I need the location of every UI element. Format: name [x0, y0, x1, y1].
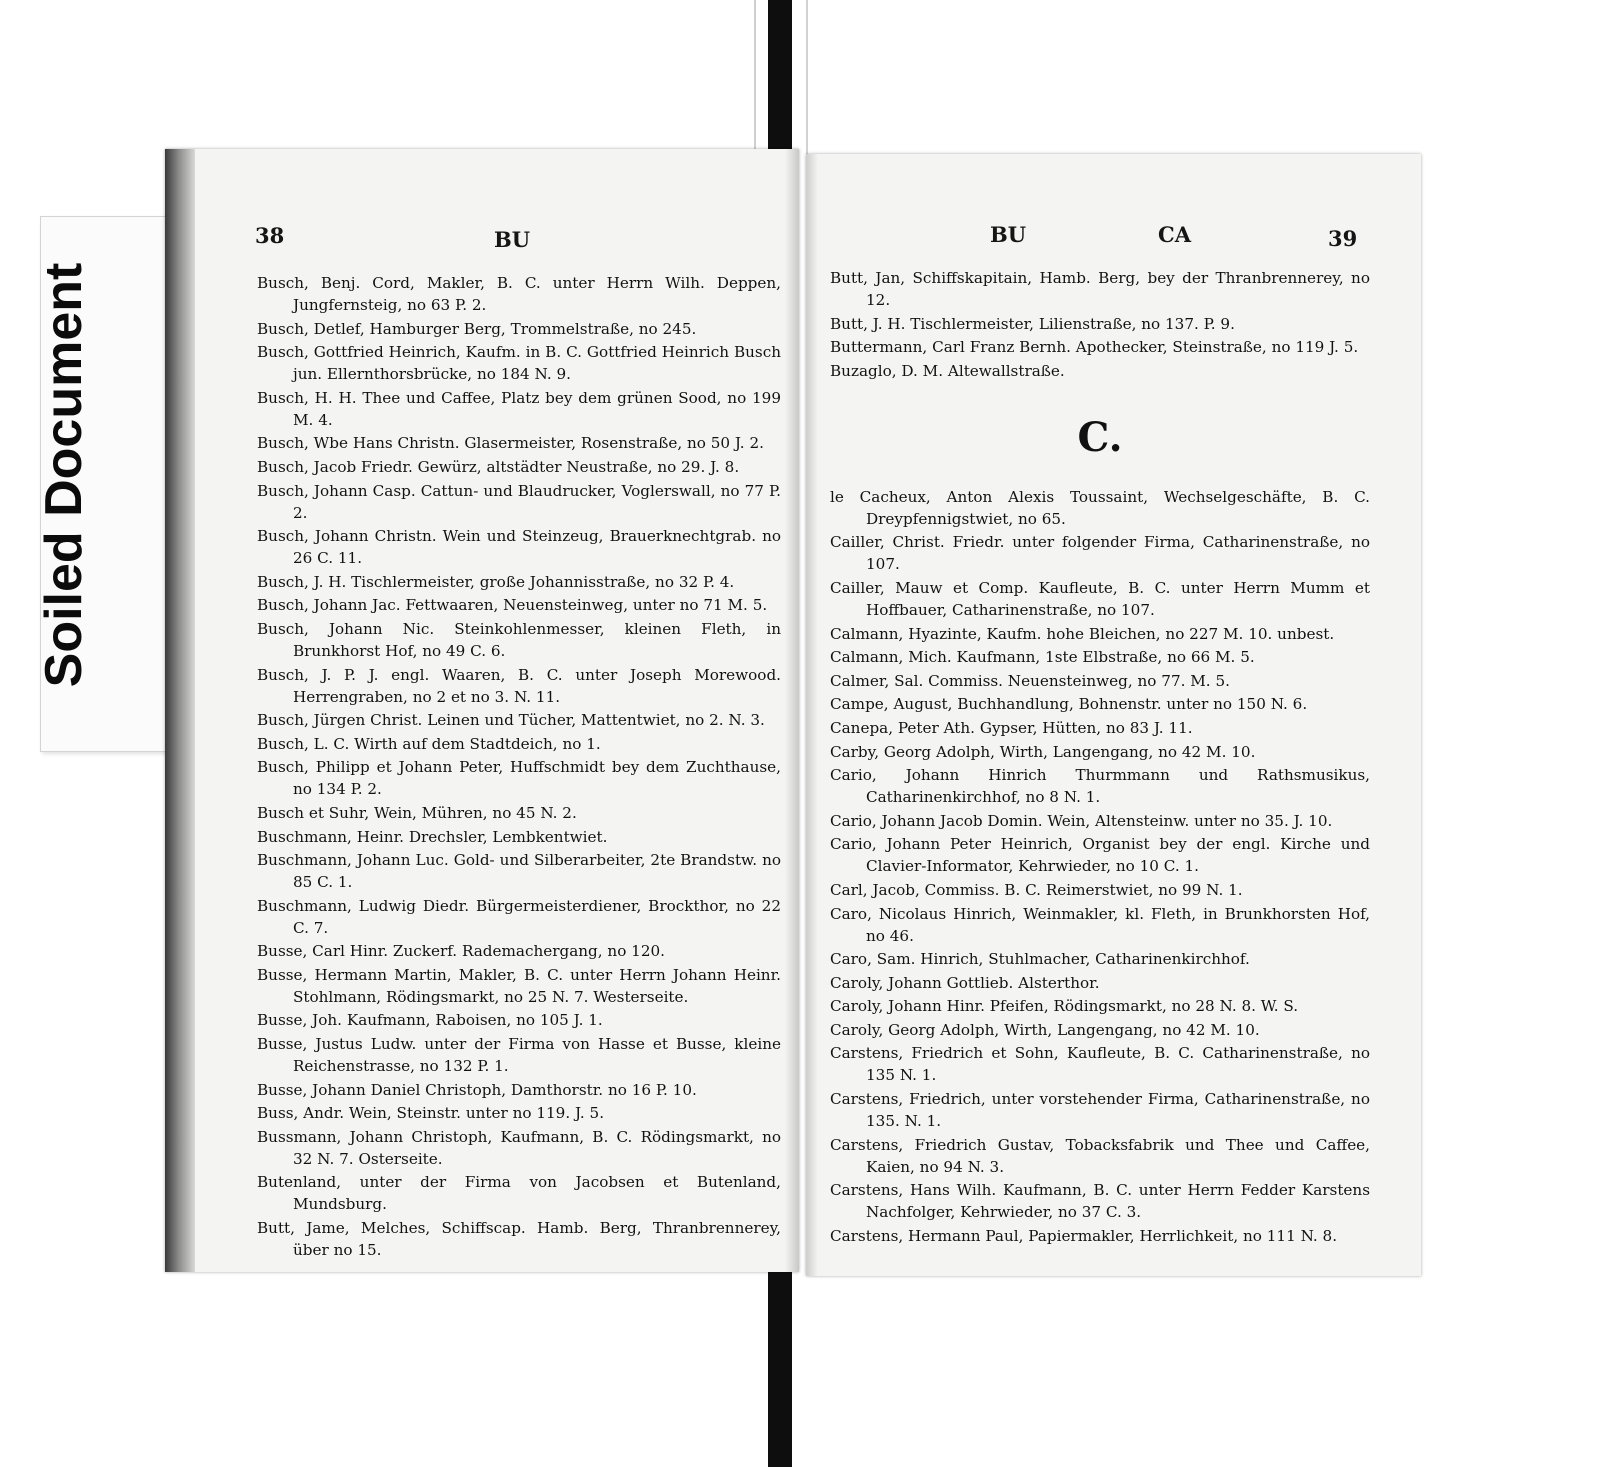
directory-entry: Carstens, Hermann Paul, Papiermakler, Herrlichkeit, no 111 N. 8.	[830, 1226, 1338, 1245]
directory-entry: Busse, Carl Hinr. Zuckerf. Rademachergang, no 120.	[257, 942, 665, 961]
directory-entry: Calmer, Sal. Commiss. Neuensteinweg, no 77. M. 5.	[830, 671, 1230, 690]
binding-edge-left	[754, 0, 756, 150]
directory-entry: Canepa, Peter Ath. Gypser, Hütten, no 83 J. 11.	[830, 718, 1193, 737]
directory-entry: Busch, Johann Nic. Steinkohlenmesser, kleinen Fleth, in Brunkhorst Hof, no 49 C. 6.	[257, 619, 781, 660]
directory-entry: Caro, Nicolaus Hinrich, Weinmakler, kl. Fleth, in Brunkhorsten Hof, no 46.	[830, 904, 1370, 945]
directory-entry: Campe, August, Buchhandlung, Bohnenstr. unter no 150 N. 6.	[830, 695, 1308, 714]
right-page-number: 39	[1328, 226, 1358, 251]
directory-entry: Busch, J. H. Tischlermeister, große Johannisstraße, no 32 P. 4.	[257, 572, 735, 591]
directory-entry: Caroly, Georg Adolph, Wirth, Langengang, no 42 M. 10.	[830, 1020, 1260, 1039]
right-page-bu-entries	[830, 267, 1370, 382]
directory-entry: Buttermann, Carl Franz Bernh. Apothecker, Steinstraße, no 119 J. 5.	[830, 338, 1359, 357]
directory-entry: Cario, Johann Jacob Domin. Wein, Altensteinw. unter no 35. J. 10.	[830, 811, 1333, 830]
directory-entry: Busch, Benj. Cord, Makler, B. C. unter Herrn Wilh. Deppen, Jungfernsteig, no 63 P. 2.	[257, 274, 781, 314]
right-page-gutter-shadow	[806, 154, 818, 1276]
directory-entry: Busch, Johann Jac. Fettwaaren, Neuensteinweg, unter no 71 M. 5.	[257, 596, 768, 615]
directory-entry: Buschmann, Ludwig Diedr. Bürgermeisterdiener, Brockthor, no 22 C. 7.	[257, 896, 781, 937]
left-page-entry-list	[257, 272, 781, 1263]
binding-edge-right	[806, 0, 808, 155]
directory-entry: Butt, J. H. Tischlermeister, Lilienstraße, no 137. P. 9.	[830, 314, 1235, 333]
directory-entry: Busse, Johann Daniel Christoph, Damthorstr. no 16 P. 10.	[257, 1080, 697, 1099]
directory-entry: Buschmann, Johann Luc. Gold- und Silberarbeiter, 2te Brandstw. no 85 C. 1.	[257, 851, 781, 892]
directory-entry: Calmann, Hyazinte, Kaufm. hohe Bleichen, no 227 M. 10. unbest.	[830, 624, 1335, 643]
directory-entry: Cario, Johann Peter Heinrich, Organist bey der engl. Kirche und Clavier-Informator, Kehrwieder, no 10 C. 1.	[830, 835, 1370, 876]
directory-entry: Busch, Detlef, Hamburger Berg, Trommelstraße, no 245.	[257, 319, 697, 338]
directory-entry: Busse, Joh. Kaufmann, Raboisen, no 105 J. 1.	[257, 1011, 603, 1030]
directory-entry: Busch, Johann Christn. Wein und Steinzeug, Brauerknechtgrab. no 26 C. 11.	[257, 527, 781, 568]
right-page-c-entries	[830, 486, 1370, 1247]
right-page-header-left: BU	[990, 222, 1027, 247]
directory-entry: Cario, Johann Hinrich Thurmmann und Rathsmusikus, Catharinenkirchhof, no 8 N. 1.	[830, 766, 1370, 807]
left-page-number: 38	[255, 223, 285, 248]
directory-entry: le Cacheux, Anton Alexis Toussaint, Wechselgeschäfte, B. C. Dreypfennigstwiet, no 65.	[830, 487, 1370, 528]
directory-entry: Busch, H. H. Thee und Caffee, Platz bey dem grünen Sood, no 199 M. 4.	[257, 388, 781, 429]
section-letter-c: C.	[1077, 413, 1123, 461]
directory-entry: Carstens, Friedrich, unter vorstehender Firma, Catharinenstraße, no 135. N. 1.	[830, 1090, 1370, 1131]
directory-entry: Busch, Gottfried Heinrich, Kaufm. in B. C. Gottfried Heinrich Busch jun. Ellernthorsbrücke, no 184 N. 9.	[257, 343, 781, 384]
directory-entry: Butenland, unter der Firma von Jacobsen et Butenland, Mundsburg.	[257, 1173, 781, 1214]
left-page-spine-edge	[165, 149, 195, 1272]
directory-entry: Carstens, Friedrich Gustav, Tobacksfabrik und Thee und Caffee, Kaien, no 94 N. 3.	[830, 1135, 1370, 1176]
directory-entry: Carl, Jacob, Commiss. B. C. Reimerstwiet, no 99 N. 1.	[830, 880, 1243, 899]
directory-entry: Buzaglo, D. M. Altewallstraße.	[830, 361, 1065, 380]
soiled-document-label-text: Soiled Document	[35, 262, 93, 688]
directory-entry: Butt, Jame, Melches, Schiffscap. Hamb. Berg, Thranbrennerey, über no 15.	[257, 1219, 781, 1260]
directory-entry: Bussmann, Johann Christoph, Kaufmann, B. C. Rödingsmarkt, no 32 N. 7. Osterseite.	[257, 1127, 781, 1168]
directory-entry: Caro, Sam. Hinrich, Stuhlmacher, Catharinenkirchhof.	[830, 950, 1250, 969]
right-page	[806, 154, 1421, 1276]
directory-entry: Cailler, Mauw et Comp. Kaufleute, B. C. unter Herrn Mumm et Hoffbauer, Catharinenstraße, no 107.	[830, 578, 1370, 619]
directory-entry: Caroly, Johann Gottlieb. Alsterthor.	[830, 973, 1100, 992]
left-page-header: BU	[494, 227, 531, 252]
directory-entry: Busse, Justus Ludw. unter der Firma von Hasse et Busse, kleine Reichenstrasse, no 132 P. 1.	[257, 1035, 781, 1076]
directory-entry: Busch, J. P. J. engl. Waaren, B. C. unter Joseph Morewood. Herrengraben, no 2 et no 3. N. 11.	[257, 665, 781, 706]
directory-entry: Busch, L. C. Wirth auf dem Stadtdeich, no 1.	[257, 734, 601, 753]
right-page-entry-list	[830, 267, 1370, 1248]
directory-entry: Busch, Philipp et Johann Peter, Huffschmidt bey dem Zuchthause, no 134 P. 2.	[257, 758, 781, 799]
directory-entry: Carstens, Hans Wilh. Kaufmann, B. C. unter Herrn Fedder Karstens Nachfolger, Kehrwieder, no 37 C. 3.	[830, 1181, 1370, 1222]
directory-entry: Busch, Johann Casp. Cattun- und Blaudrucker, Voglerswall, no 77 P. 2.	[257, 481, 781, 522]
directory-entry: Calmann, Mich. Kaufmann, 1ste Elbstraße, no 66 M. 5.	[830, 648, 1255, 667]
directory-entry: Busch, Jürgen Christ. Leinen und Tücher, Mattentwiet, no 2. N. 3.	[257, 711, 765, 730]
directory-entry: Butt, Jan, Schiffskapitain, Hamb. Berg, bey der Thranbrennerey, no 12.	[830, 269, 1370, 309]
directory-entry: Buschmann, Heinr. Drechsler, Lembkentwiet.	[257, 827, 608, 846]
directory-entry: Busch et Suhr, Wein, Mühren, no 45 N. 2.	[257, 803, 577, 822]
right-page-header-right: CA	[1158, 222, 1192, 247]
directory-entry: Busse, Hermann Martin, Makler, B. C. unter Herrn Johann Heinr. Stohlmann, Rödingsmarkt, no 25 N. 7. Westerseite.	[257, 965, 781, 1006]
directory-entry: Buss, Andr. Wein, Steinstr. unter no 119. J. 5.	[257, 1104, 605, 1123]
directory-entry: Carstens, Friedrich et Sohn, Kaufleute, B. C. Catharinenstraße, no 135 N. 1.	[830, 1044, 1370, 1085]
directory-entry: Caroly, Johann Hinr. Pfeifen, Rödingsmarkt, no 28 N. 8. W. S.	[830, 997, 1299, 1016]
directory-entry: Cailler, Christ. Friedr. unter folgender Firma, Catharinenstraße, no 107.	[830, 533, 1370, 574]
directory-entry: Carby, Georg Adolph, Wirth, Langengang, no 42 M. 10.	[830, 742, 1256, 761]
directory-entry: Busch, Wbe Hans Christn. Glasermeister, Rosenstraße, no 50 J. 2.	[257, 434, 764, 453]
directory-entry: Busch, Jacob Friedr. Gewürz, altstädter Neustraße, no 29. J. 8.	[257, 457, 740, 476]
left-page	[165, 149, 799, 1272]
left-page-gutter-shadow	[785, 149, 799, 1272]
